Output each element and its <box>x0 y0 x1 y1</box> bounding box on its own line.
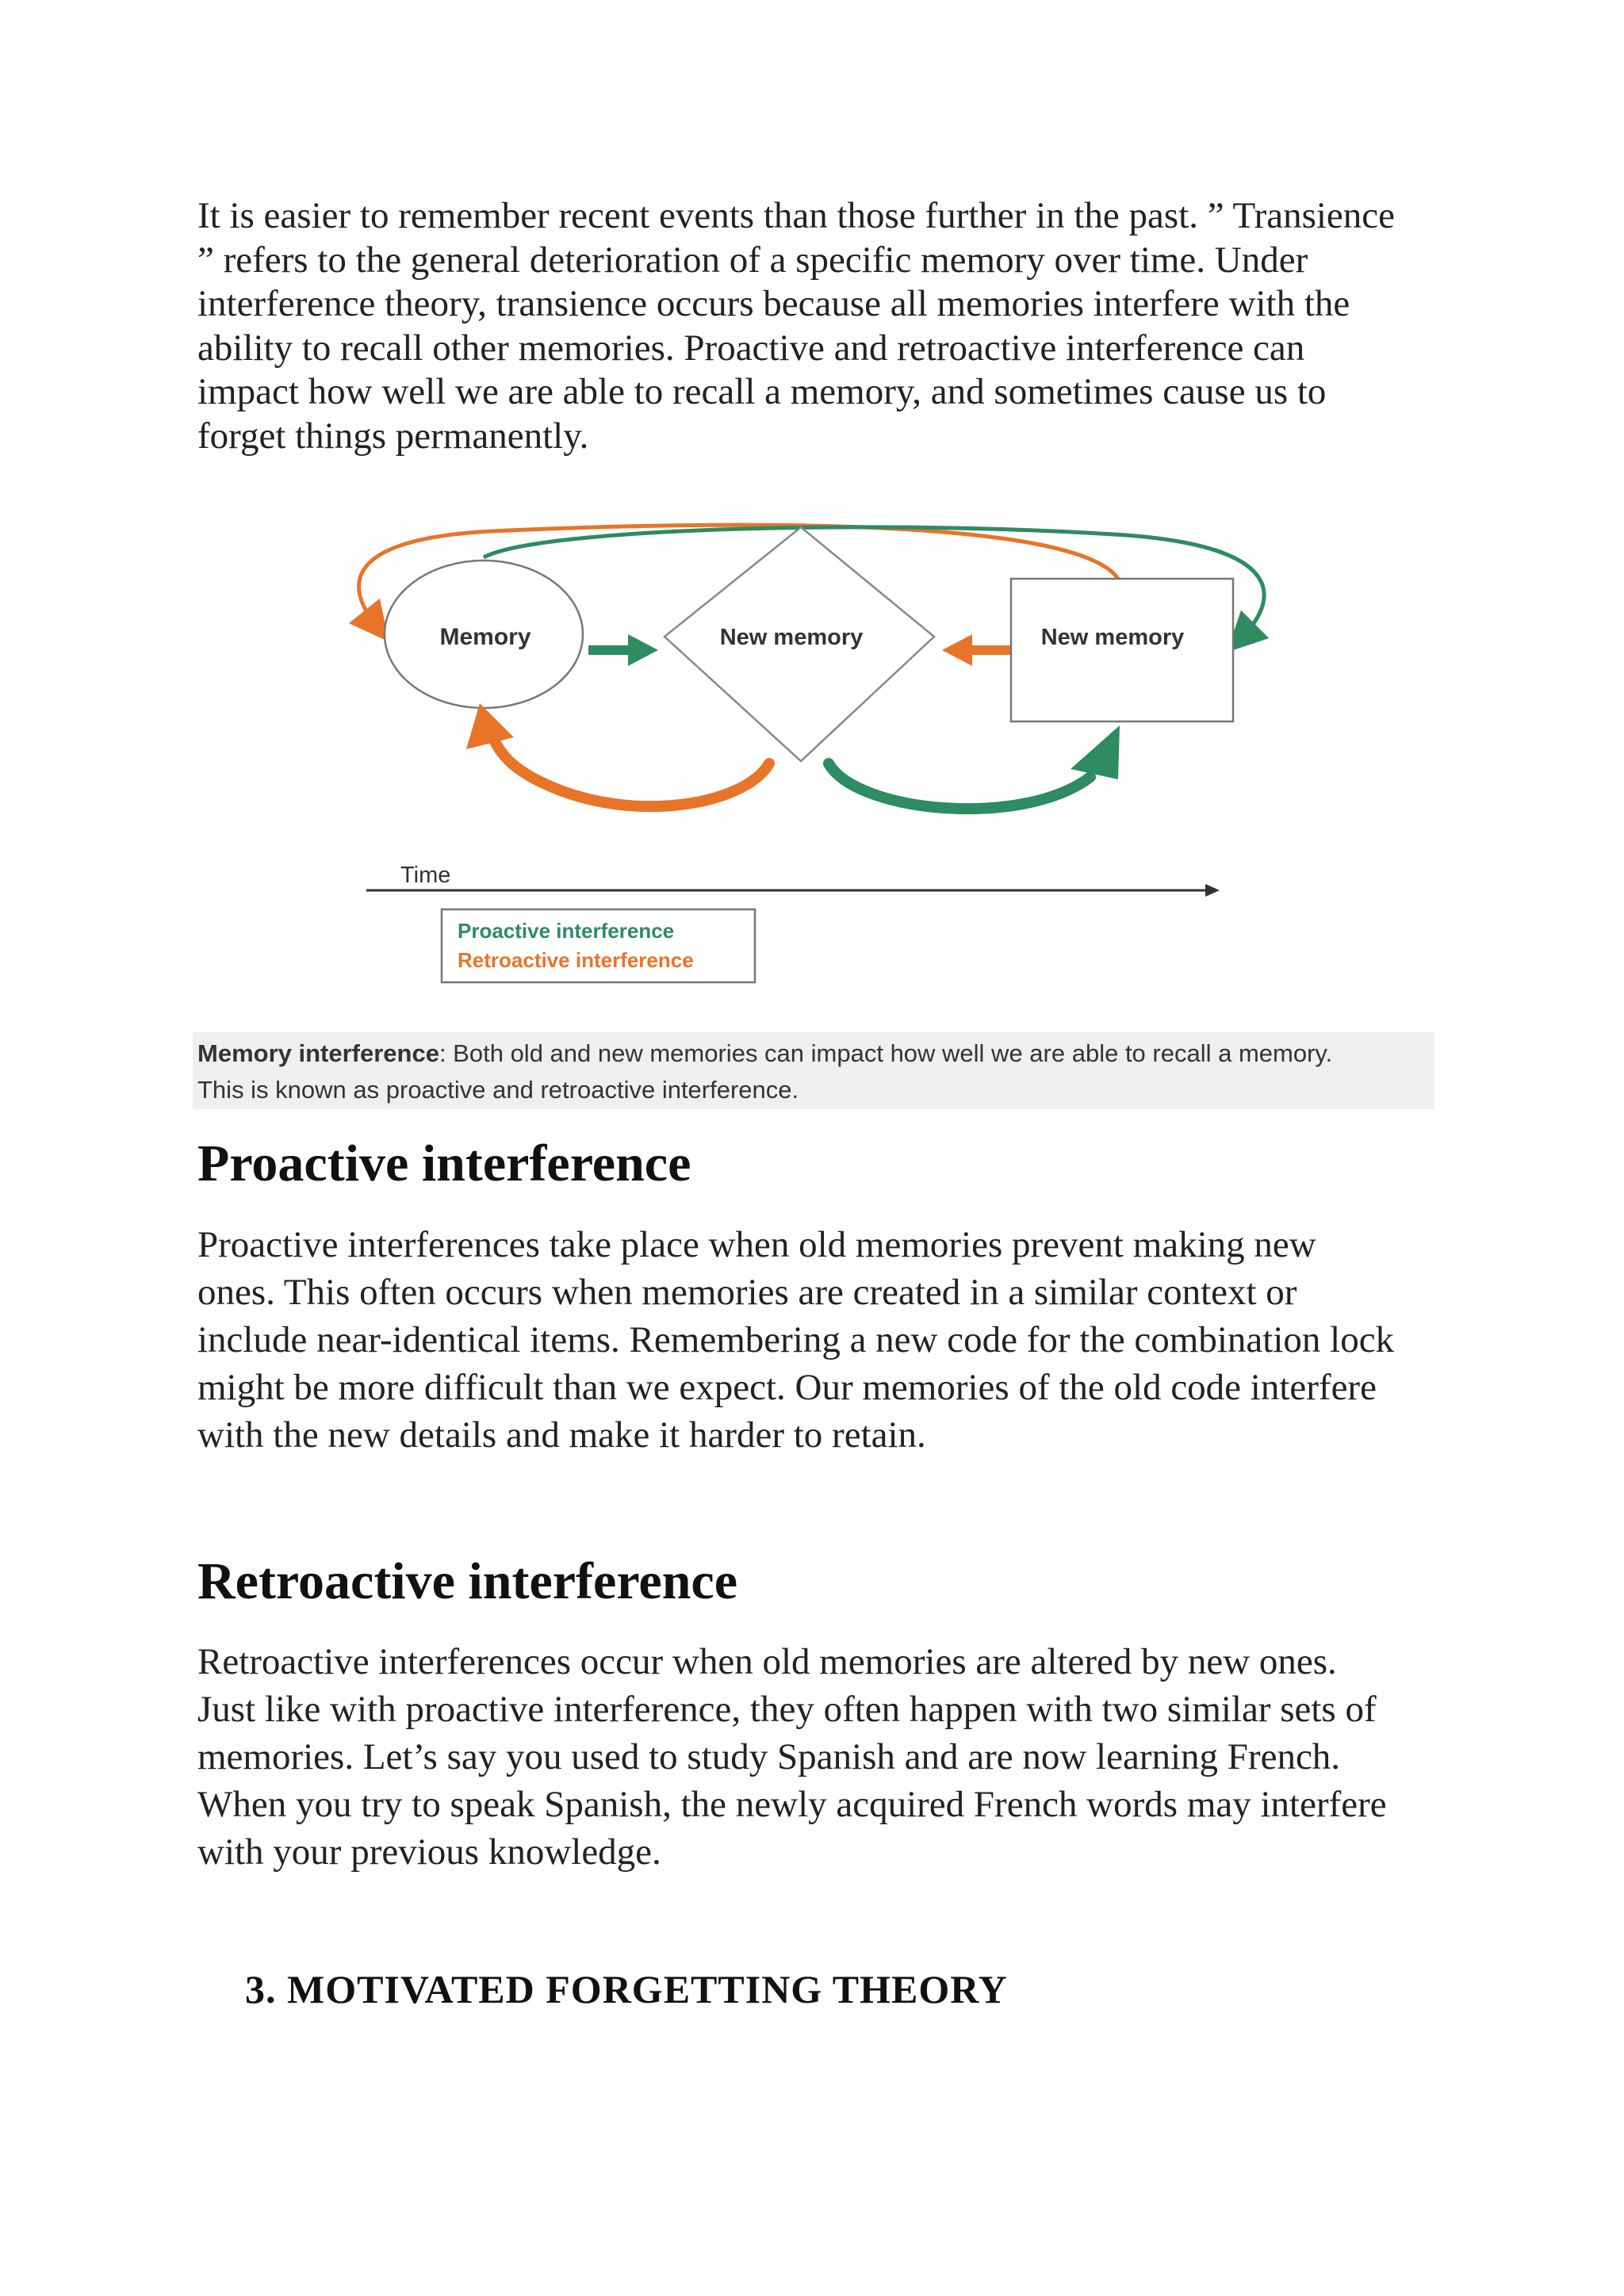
proactive-line: ones. This often occurs when memories are created in a similar context or <box>197 1272 1297 1313</box>
figure-caption <box>193 1032 1434 1109</box>
retroactive-heading: Retroactive interference <box>197 1552 738 1610</box>
time-axis-arrowhead <box>1205 884 1220 897</box>
intro-line: ability to recall other memories. Proactive and retroactive interference can <box>197 327 1305 369</box>
proactive-paragraph <box>197 1221 1434 1459</box>
proactive-bottom-arrowhead <box>1071 725 1120 779</box>
retroactive-bottom-arrowhead <box>466 703 514 749</box>
intro-paragraph <box>197 194 1434 458</box>
memory-interference-diagram <box>333 511 1285 1003</box>
caption-bold-term: Memory interference <box>197 1039 439 1067</box>
proactive-bottom-arc <box>829 763 1090 809</box>
proactive-heading: Proactive interference <box>197 1135 691 1192</box>
retroactive-line: Retroactive interferences occur when old memories are altered by new ones. <box>197 1641 1337 1682</box>
proactive-line: with the new details and make it harder to retain. <box>197 1414 926 1456</box>
caption-line-1 <box>197 1035 1430 1072</box>
memory-label: Memory <box>439 624 531 650</box>
intro-line: ” refers to the general deterioration of a specific memory over time. Under <box>197 239 1308 281</box>
retroactive-bottom-arc <box>492 735 769 806</box>
proactive-line: Proactive interferences take place when old memories prevent making new <box>197 1224 1316 1265</box>
caption-line-2: This is known as proactive and retroactive interference. <box>197 1076 799 1104</box>
retroactive-line: with your previous knowledge. <box>197 1831 661 1873</box>
legend-proactive: Proactive interference <box>458 919 675 943</box>
retroactive-line: memories. Let’s say you used to study Spanish and are now learning French. <box>197 1736 1341 1777</box>
caption-line-1-text: : Both old and new memories can impact how well we are able to recall a memory. <box>439 1039 1333 1067</box>
section-3-heading: 3. MOTIVATED FORGETTING THEORY <box>245 1967 1008 2011</box>
retroactive-line: Just like with proactive interference, they often happen with two similar sets of <box>197 1689 1377 1730</box>
time-label: Time <box>400 863 451 888</box>
retroactive-line: When you try to speak Spanish, the newly acquired French words may interfere <box>197 1784 1387 1825</box>
proactive-line: might be more difficult than we expect. Our memories of the old code interfere <box>197 1367 1377 1408</box>
retroactive-short-arrowhead <box>942 634 972 666</box>
new-memory-box-label: New memory <box>1040 625 1185 650</box>
intro-line: interference theory, transience occurs because all memories interfere with the <box>197 283 1350 324</box>
proactive-short-arrowhead <box>628 634 658 666</box>
intro-line: It is easier to remember recent events than those further in the past. ” Transience <box>197 195 1396 236</box>
new-memory-diamond-label: New memory <box>719 625 864 650</box>
retroactive-paragraph <box>197 1638 1434 1876</box>
intro-line: impact how well we are able to recall a memory, and sometimes cause us to <box>197 371 1327 412</box>
new-memory-box-node <box>1011 579 1233 721</box>
proactive-line: include near-identical items. Remembering a new code for the combination lock <box>197 1319 1395 1360</box>
intro-line: forget things permanently. <box>197 415 589 457</box>
legend-retroactive: Retroactive interference <box>458 948 694 972</box>
